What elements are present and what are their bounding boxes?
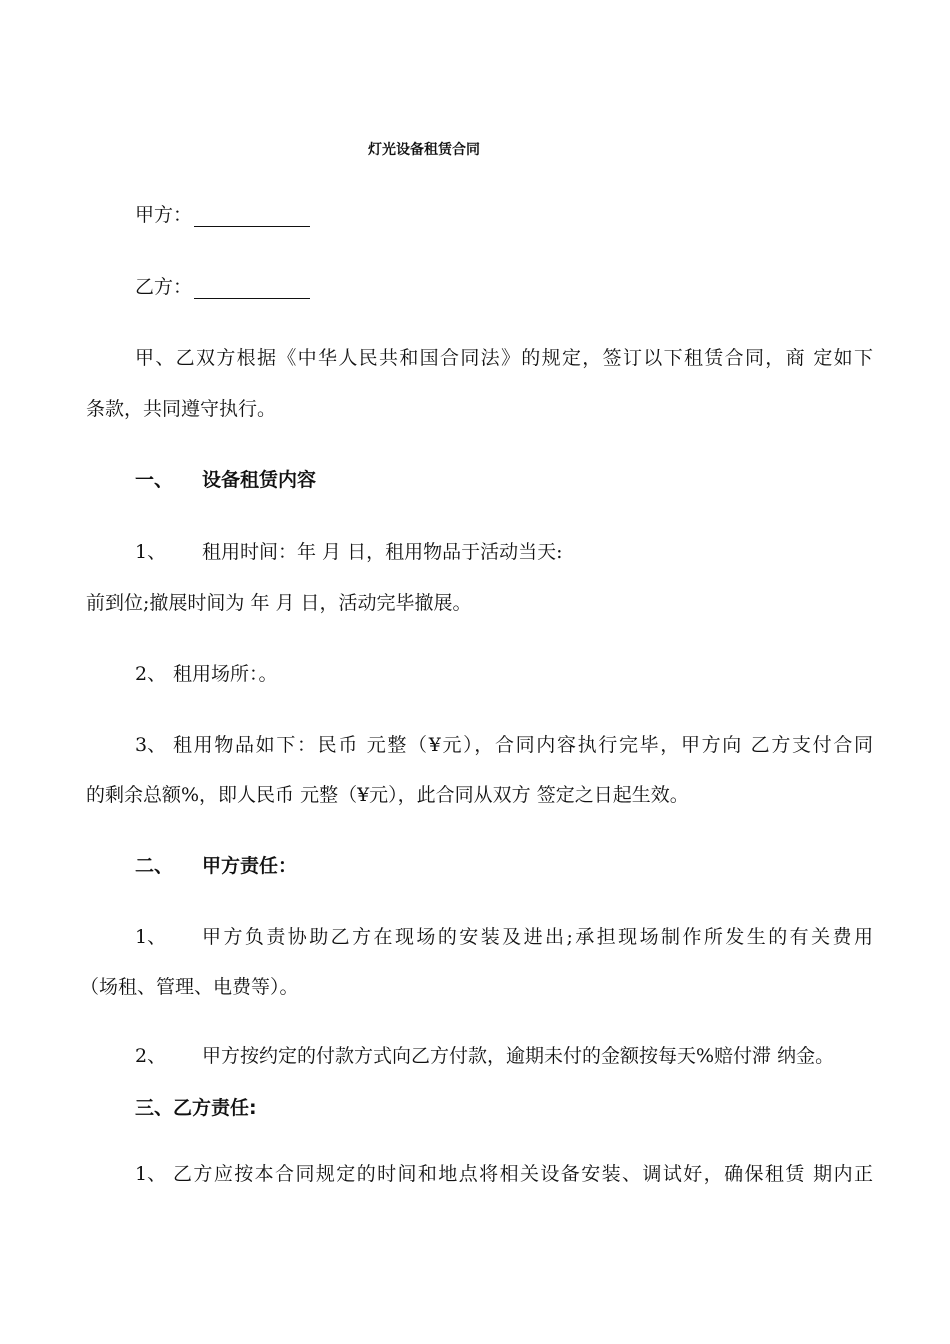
- s2-item1-line1: 甲方负责协助乙方在现场的安装及进出;承担现场制作所发生的有关费用: [202, 926, 873, 948]
- party-b-line: [135, 275, 310, 299]
- s2-item2-number: 2、: [135, 1045, 167, 1067]
- party-a-label: 甲方：: [135, 204, 193, 226]
- document-title: 灯光设备租赁合同: [368, 142, 480, 158]
- section-2-number: 二、: [135, 855, 174, 877]
- s1-item3-number: 3、: [135, 734, 167, 756]
- party-b-label: 乙方：: [135, 276, 193, 298]
- section-2-title: 甲方责任：: [202, 855, 298, 877]
- s1-item1-line2: 前到位;撤展时间为 年 月 日，活动完毕撤展。: [86, 592, 472, 614]
- s1-item1-number: 1、: [135, 541, 167, 563]
- s1-item1-line1: 租用时间：年 月 日，租用物品于活动当天:: [202, 541, 563, 563]
- s1-item2-number: 2、: [135, 663, 167, 685]
- section-3-heading: 三、乙方责任:: [135, 1097, 257, 1119]
- intro-line-1: 甲、乙双方根据《中华人民共和国合同法》的规定，签订以下租赁合同，商 定如下: [135, 347, 873, 369]
- s2-item1-line2: （场租、管理、电费等）。: [80, 976, 299, 998]
- s2-item2-text: 甲方按约定的付款方式向乙方付款，逾期未付的金额按每天%赔付滞 纳金。: [202, 1045, 835, 1067]
- s1-item2-text: 租用场所：。: [173, 663, 278, 685]
- intro-line-2: 条款，共同遵守执行。: [86, 398, 277, 420]
- section-1-title: 设备租赁内容: [202, 469, 317, 491]
- party-a-blank: [194, 206, 310, 227]
- party-a-line: [135, 203, 310, 227]
- s3-item1-number: 1、: [135, 1163, 167, 1185]
- s1-item3-line1: 租用物品如下：民币 元整（¥元），合同内容执行完毕，甲方向 乙方支付合同: [173, 734, 873, 756]
- s3-item1-line1: 乙方应按本合同规定的时间和地点将相关设备安装、调试好，确保租赁 期内正: [173, 1163, 873, 1185]
- s1-item3-line2: 的剩余总额%，即人民币 元整（¥元），此合同从双方 签定之日起生效。: [86, 784, 689, 806]
- section-1-number: 一、: [135, 469, 174, 491]
- s2-item1-number: 1、: [135, 926, 167, 948]
- party-b-blank: [194, 278, 310, 299]
